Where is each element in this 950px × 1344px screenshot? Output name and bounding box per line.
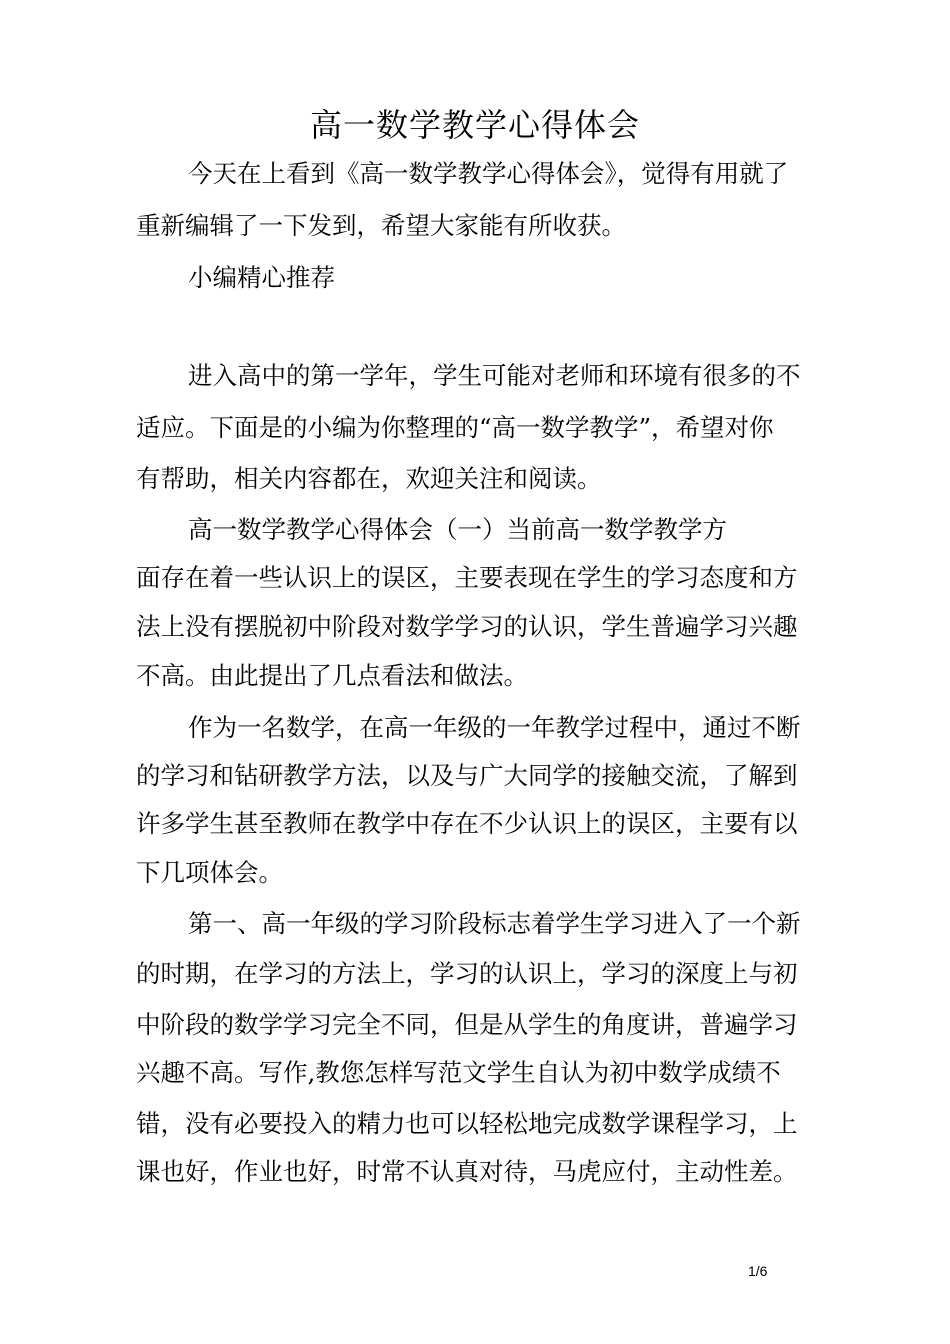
text-line: 错，没有必要投入的精力也可以轻松地完成数学课程学习，上 [136, 1109, 798, 1138]
text-line: 的时期，在学习的方法上，学习的认识上，学习的深度上与初 [136, 959, 798, 988]
text-line: 今天在上看到《高一数学教学心得体会》，觉得有用就了 [188, 159, 789, 188]
text-line: 小编精心推荐 [188, 263, 335, 292]
text-line: 高一数学教学心得体会（一）当前高一数学教学方 [188, 515, 727, 544]
text-line: 法上没有摆脱初中阶段对数学学习的认识，学生普遍学习兴趣 [136, 612, 798, 641]
text-line: 重新编辑了一下发到，希望大家能有所收获。 [136, 211, 626, 240]
text-line: 进入高中的第一学年，学生可能对老师和环境有很多的不 [188, 361, 801, 390]
text-line: 兴趣不高。写作,教您怎样写范文学生自认为初中数学成绩不 [136, 1058, 781, 1087]
text-line: 的学习和钻研教学方法，以及与广大同学的接触交流，了解到 [136, 761, 798, 790]
text-line: 适应。下面是的小编为你整理的“高一数学教学”，希望对你 [136, 413, 774, 442]
text-line: 作为一名数学，在高一年级的一年教学过程中，通过不断 [188, 713, 801, 742]
text-line: 不高。由此提出了几点看法和做法。 [136, 661, 528, 690]
text-line: 下几项体会。 [136, 858, 283, 887]
page-number: 1/6 [748, 1263, 768, 1279]
text-line: 中阶段的数学学习完全不同，但是从学生的角度讲，普遍学习 [136, 1010, 798, 1039]
text-line: 面存在着一些认识上的误区，主要表现在学生的学习态度和方 [136, 563, 798, 592]
document-title: 高一数学教学心得体会 [309, 106, 640, 144]
text-line: 有帮助，相关内容都在，欢迎关注和阅读。 [136, 464, 602, 493]
text-line: 课也好，作业也好，时常不认真对待，马虎应付，主动性差。 [136, 1157, 798, 1186]
text-line: 许多学生甚至教师在教学中存在不少认识上的误区，主要有以 [136, 809, 798, 838]
text-line: 第一、高一年级的学习阶段标志着学生学习进入了一个新 [188, 909, 801, 938]
